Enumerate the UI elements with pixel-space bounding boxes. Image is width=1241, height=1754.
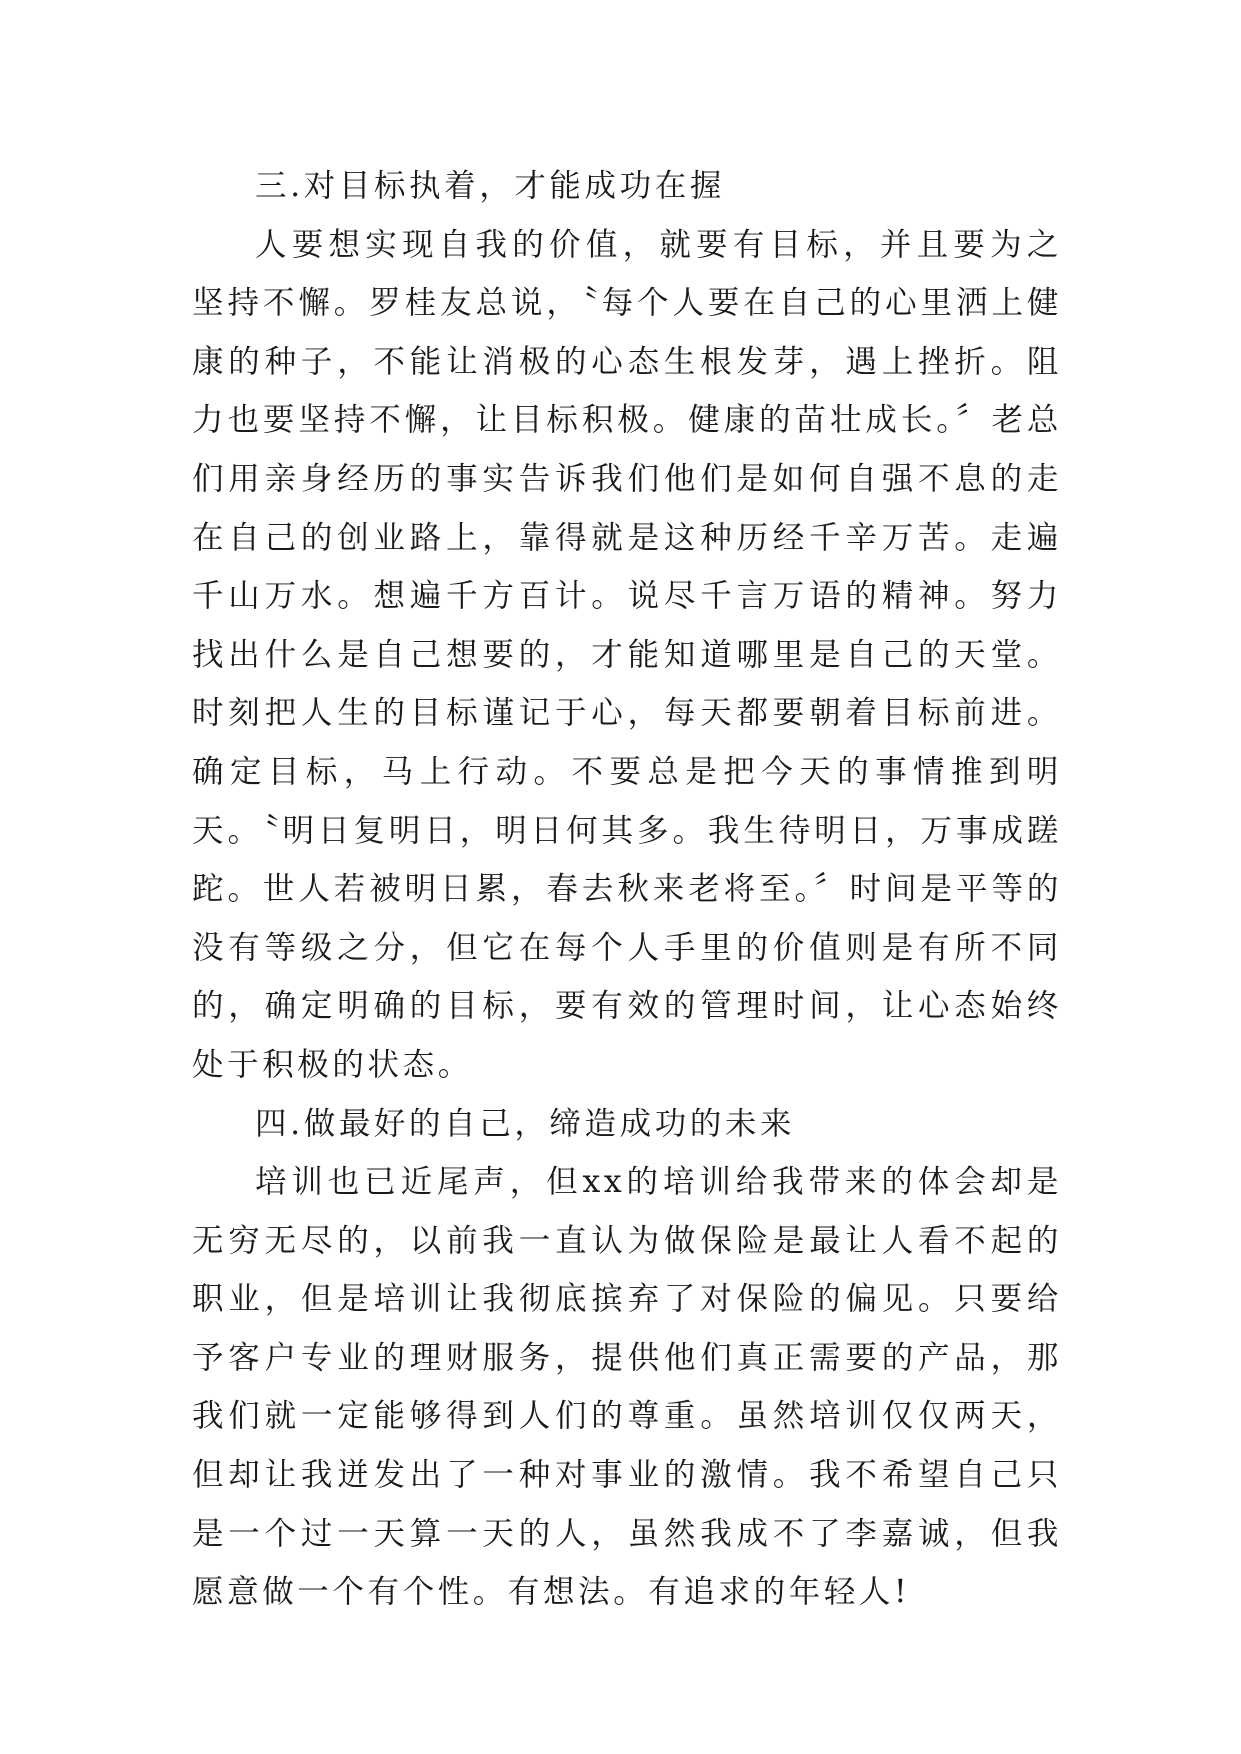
section-heading-3: 三.对目标执着，才能成功在握	[255, 168, 725, 204]
section-heading-4: 四.做最好的自己，缔造成功的未来	[255, 1105, 796, 1142]
section-paragraph-3: 人要想实现自我的价值，就要有目标，并且要为之坚持不懈。罗桂友总说，〝每个人要在自己的心里洒上健康的种子，不能让消极的心态生根发芽，遇上挫折。阻力也要坚持不懈，让目标积极。健康的苗壮成长。〞老总们用亲身经历的事实告诉我们他们是如何自强不息的走在自己的创业路上，靠得就是这种历经千辛万苦。走遍千山万水。想遍千方百计。说尽千言万语的精神。努力找出什么是自己想要的，才能知道哪里是自己的天堂。时刻把人生的目标谨记于心，每天都要朝着目标前进。确定目标，马上行动。不要总是把今天的事情推到明天。〝明日复明日，明日何其多。我生待明日，万事成蹉跎。世人若被明日累，春去秋来老将至。〞时间是平等的没有等级之分，但它在每个人手里的价值则是有所不同的，确定明确的目标，要有效的管理时间，让心态始终处于积极的状态。	[192, 226, 1062, 1083]
section-paragraph-4: 培训也已近尾声，但xx的培训给我带来的体会却是无穷无尽的，以前我一直认为做保险是最让人看不起的职业，但是培训让我彻底摈弃了对保险的偏见。只要给予客户专业的理财服务，提供他们真正需要的产品，那我们就一定能够得到人们的尊重。虽然培训仅仅两天，但却让我迸发出了一种对事业的激情。我不希望自己只是一个过一天算一天的人，虽然我成不了李嘉诚，但我愿意做一个有个性。有想法。有追求的年轻人!	[192, 1164, 1062, 1611]
document-body	[192, 157, 1062, 1622]
